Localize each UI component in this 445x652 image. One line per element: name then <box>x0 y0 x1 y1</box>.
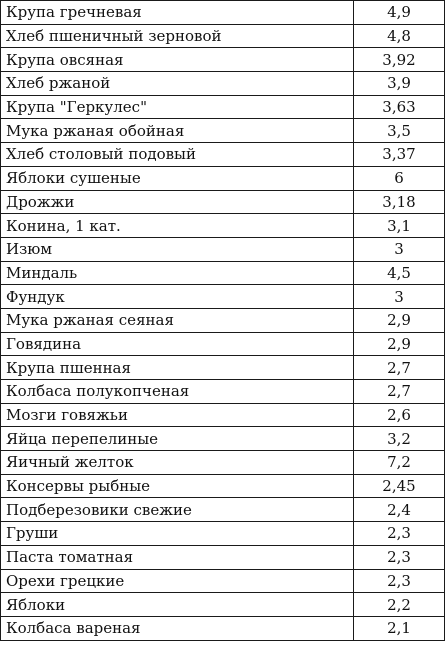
value-cell: 2,9 <box>354 332 445 356</box>
table-row <box>1 72 445 96</box>
table-row <box>1 166 445 190</box>
value-cell: 2,6 <box>354 403 445 427</box>
product-name-cell: Колбаса полукопченая <box>1 380 354 404</box>
product-name-cell: Груши <box>1 522 354 546</box>
value-cell: 3,63 <box>354 95 445 119</box>
value-cell: 2,7 <box>354 356 445 380</box>
table-row <box>1 24 445 48</box>
value-cell: 3 <box>354 285 445 309</box>
value-cell: 3,37 <box>354 143 445 167</box>
table-row <box>1 451 445 475</box>
table-row <box>1 474 445 498</box>
table-row <box>1 1 445 25</box>
table-row <box>1 498 445 522</box>
value-cell: 6 <box>354 166 445 190</box>
table-row <box>1 380 445 404</box>
table-row <box>1 261 445 285</box>
value-cell: 2,1 <box>354 616 445 640</box>
value-cell: 2,7 <box>354 380 445 404</box>
table-row <box>1 143 445 167</box>
table-row <box>1 119 445 143</box>
value-cell: 3,9 <box>354 72 445 96</box>
product-name-cell: Миндаль <box>1 261 354 285</box>
product-name-cell: Крупа "Геркулес" <box>1 95 354 119</box>
value-cell: 2,2 <box>354 593 445 617</box>
value-cell: 3,92 <box>354 48 445 72</box>
product-name-cell: Конина, 1 кат. <box>1 214 354 238</box>
product-name-cell: Колбаса вареная <box>1 616 354 640</box>
product-name-cell: Мозги говяжьи <box>1 403 354 427</box>
table-row <box>1 308 445 332</box>
value-cell: 3,18 <box>354 190 445 214</box>
table-row <box>1 356 445 380</box>
table-row <box>1 616 445 640</box>
value-cell: 3 <box>354 237 445 261</box>
value-cell: 4,5 <box>354 261 445 285</box>
table-row <box>1 427 445 451</box>
product-name-cell: Говядина <box>1 332 354 356</box>
product-name-cell: Подберезовики свежие <box>1 498 354 522</box>
product-name-cell: Консервы рыбные <box>1 474 354 498</box>
value-cell: 4,8 <box>354 24 445 48</box>
product-name-cell: Паста томатная <box>1 545 354 569</box>
value-cell: 2,3 <box>354 522 445 546</box>
table-row <box>1 545 445 569</box>
product-name-cell: Яичный желток <box>1 451 354 475</box>
value-cell: 2,4 <box>354 498 445 522</box>
product-name-cell: Изюм <box>1 237 354 261</box>
product-name-cell: Яблоки <box>1 593 354 617</box>
product-name-cell: Крупа пшенная <box>1 356 354 380</box>
product-name-cell: Орехи грецкие <box>1 569 354 593</box>
value-cell: 3,5 <box>354 119 445 143</box>
table-row <box>1 95 445 119</box>
product-name-cell: Мука ржаная обойная <box>1 119 354 143</box>
table-row <box>1 285 445 309</box>
product-name-cell: Хлеб столовый подовый <box>1 143 354 167</box>
value-cell: 3,2 <box>354 427 445 451</box>
table-body <box>1 1 445 641</box>
table-row <box>1 237 445 261</box>
product-name-cell: Яйца перепелиные <box>1 427 354 451</box>
table-row <box>1 569 445 593</box>
table-row <box>1 593 445 617</box>
table-row <box>1 48 445 72</box>
product-name-cell: Мука ржаная сеяная <box>1 308 354 332</box>
value-cell: 2,3 <box>354 569 445 593</box>
product-name-cell: Хлеб пшеничный зерновой <box>1 24 354 48</box>
value-cell: 2,9 <box>354 308 445 332</box>
value-cell: 2,45 <box>354 474 445 498</box>
product-name-cell: Крупа гречневая <box>1 1 354 25</box>
value-cell: 4,9 <box>354 1 445 25</box>
product-name-cell: Крупа овсяная <box>1 48 354 72</box>
table-row <box>1 214 445 238</box>
product-name-cell: Дрожжи <box>1 190 354 214</box>
table-row <box>1 403 445 427</box>
table-row <box>1 522 445 546</box>
product-name-cell: Фундук <box>1 285 354 309</box>
table-row <box>1 190 445 214</box>
value-cell: 2,3 <box>354 545 445 569</box>
value-cell: 3,1 <box>354 214 445 238</box>
product-name-cell: Хлеб ржаной <box>1 72 354 96</box>
value-cell: 7,2 <box>354 451 445 475</box>
table-row <box>1 332 445 356</box>
product-name-cell: Яблоки сушеные <box>1 166 354 190</box>
